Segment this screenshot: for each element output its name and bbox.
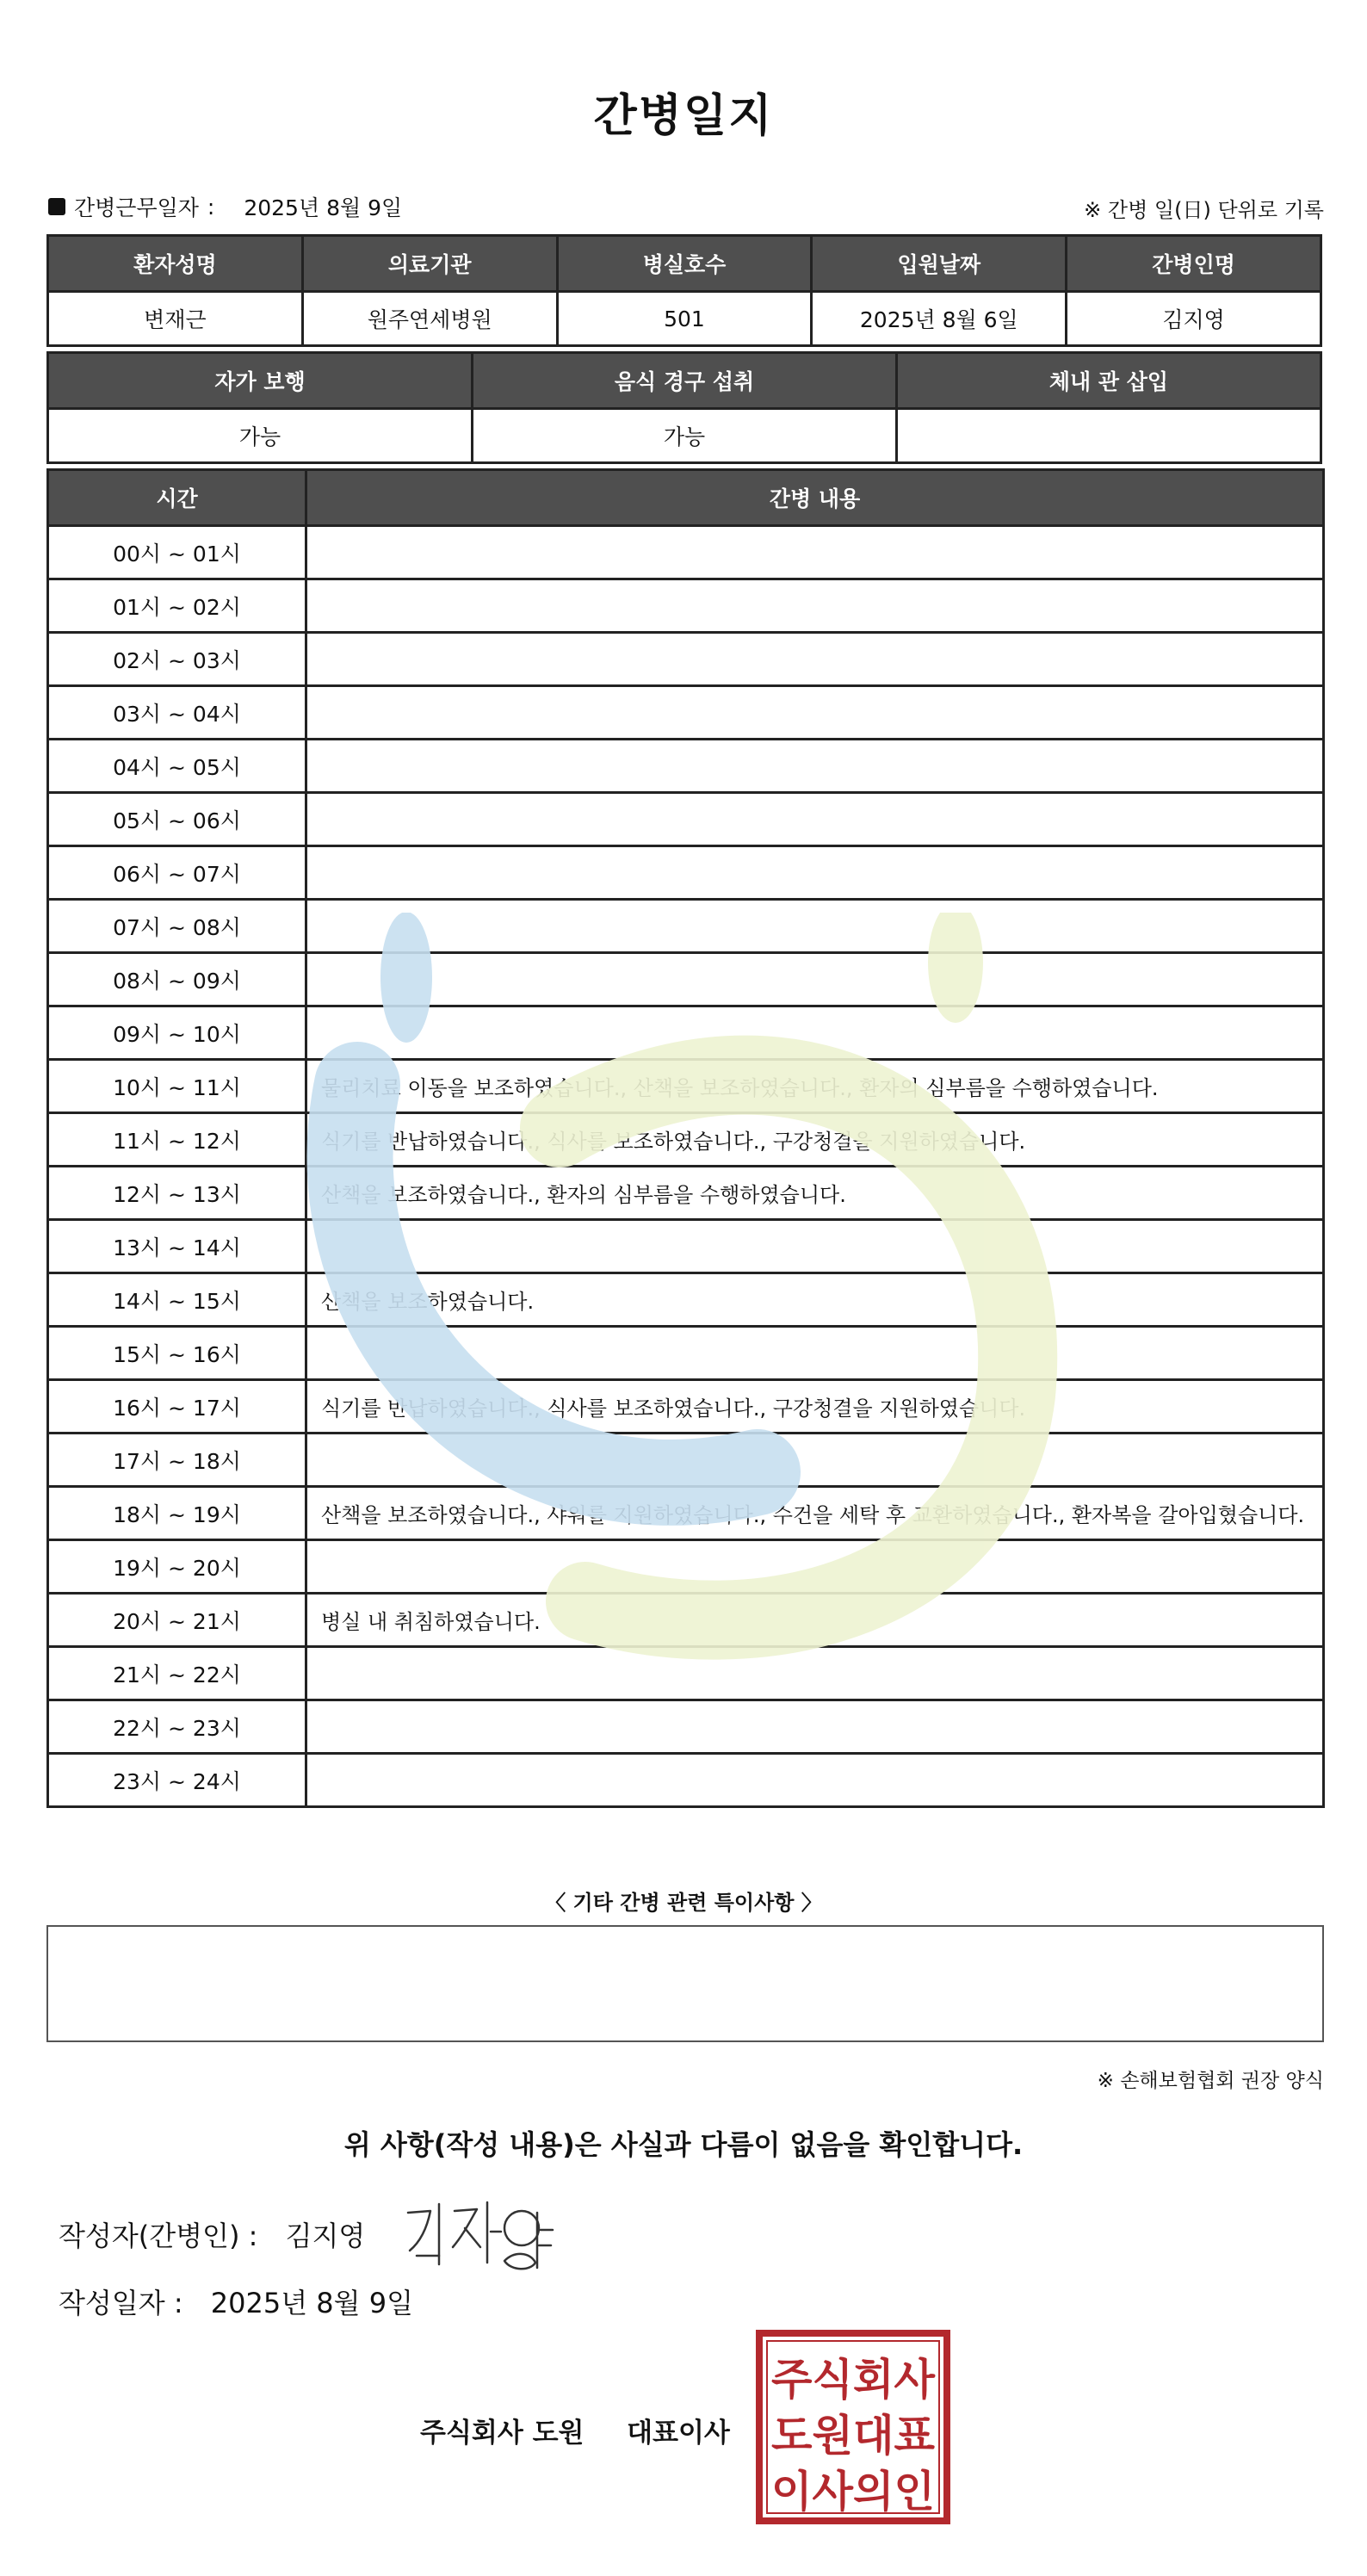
hourly-care-log-table: [46, 468, 1325, 1808]
log-row: [48, 846, 1324, 900]
log-row: [48, 1060, 1324, 1113]
info-header-patient: 환자성명: [48, 236, 303, 292]
recommendation-note: ※ 손해보험협회 권장 양식: [1097, 2070, 1324, 2092]
company-seal: [756, 2330, 950, 2524]
log-time: 00시 ~ 01시: [48, 526, 306, 579]
work-date-separator: :: [207, 194, 215, 220]
log-content: [306, 686, 1324, 740]
log-row: [48, 1006, 1324, 1060]
log-row: [48, 1754, 1324, 1807]
patient-info-table: [46, 234, 1322, 347]
info-hospital: 원주연세병원: [302, 292, 557, 346]
log-content: 식기를 반납하였습니다., 식사를 보조하였습니다., 구강청결을 지원하였습니다.: [306, 1380, 1324, 1434]
log-time: 15시 ~ 16시: [48, 1327, 306, 1380]
care-header-tube: 체내 관 삽입: [897, 353, 1321, 409]
log-content: [306, 1754, 1324, 1807]
log-content: [306, 1006, 1324, 1060]
log-content: [306, 633, 1324, 686]
work-date-value: 2025년 8월 9일: [244, 195, 403, 220]
log-content: [306, 740, 1324, 793]
log-time: 02시 ~ 03시: [48, 633, 306, 686]
log-row: [48, 1273, 1324, 1327]
log-content: [306, 793, 1324, 846]
log-content: 병실 내 취침하였습니다.: [306, 1594, 1324, 1647]
care-oral-intake: 가능: [473, 409, 897, 463]
log-row: [48, 1540, 1324, 1594]
info-patient-name: 변재근: [48, 292, 303, 346]
log-time: 01시 ~ 02시: [48, 579, 306, 633]
info-admission-date: 2025년 8월 6일: [812, 292, 1067, 346]
log-row: [48, 1594, 1324, 1647]
log-time: 22시 ~ 23시: [48, 1700, 306, 1754]
info-caregiver-name: 김지영: [1067, 292, 1321, 346]
log-content: 식기를 반납하였습니다., 식사를 보조하였습니다., 구강청결을 지원하였습니다.: [306, 1113, 1324, 1167]
log-row: [48, 633, 1324, 686]
black-square-icon: [48, 198, 65, 215]
log-row: [48, 900, 1324, 953]
log-time: 20시 ~ 21시: [48, 1594, 306, 1647]
extra-notes-title: 〈 기타 간병 관련 특이사항 〉: [545, 1891, 822, 1915]
log-row: [48, 1487, 1324, 1540]
handwritten-signature: [401, 2194, 556, 2271]
log-time: 09시 ~ 10시: [48, 1006, 306, 1060]
log-time: 14시 ~ 15시: [48, 1273, 306, 1327]
log-content: 물리치료 이동을 보조하였습니다., 산책을 보조하였습니다., 환자의 심부름을 수행하였습니다.: [306, 1060, 1324, 1113]
log-header-time: 시간: [48, 470, 306, 526]
log-row: [48, 1380, 1324, 1434]
care-header-oral-intake: 음식 경구 섭취: [473, 353, 897, 409]
work-date: [48, 191, 402, 222]
log-row: [48, 1434, 1324, 1487]
log-time: 10시 ~ 11시: [48, 1060, 306, 1113]
log-row: [48, 1327, 1324, 1380]
log-content: 산책을 보조하였습니다.: [306, 1273, 1324, 1327]
written-date-line: [59, 2282, 413, 2321]
log-row: [48, 579, 1324, 633]
log-row: [48, 526, 1324, 579]
svg-text:주식회사: 주식회사: [771, 2355, 936, 2405]
log-time: 17시 ~ 18시: [48, 1434, 306, 1487]
work-date-label: 간병근무일자: [74, 195, 199, 220]
log-content: [306, 846, 1324, 900]
log-content: [306, 953, 1324, 1006]
confirmation-statement: 위 사항(작성 내용)은 사실과 다름이 없음을 확인합니다.: [343, 2128, 1024, 2161]
info-room: 501: [557, 292, 812, 346]
log-time: 07시 ~ 08시: [48, 900, 306, 953]
writer-name: 김지영: [285, 2220, 366, 2252]
log-time: 12시 ~ 13시: [48, 1167, 306, 1220]
log-row: [48, 793, 1324, 846]
patient-condition-table: [46, 351, 1322, 464]
log-time: 16시 ~ 17시: [48, 1380, 306, 1434]
log-row: [48, 1220, 1324, 1273]
log-content: [306, 1647, 1324, 1700]
care-header-walking: 자가 보행: [48, 353, 473, 409]
log-time: 03시 ~ 04시: [48, 686, 306, 740]
extra-notes-box: [46, 1925, 1324, 2042]
info-header-admission: 입원날짜: [812, 236, 1067, 292]
log-time: 13시 ~ 14시: [48, 1220, 306, 1273]
info-header-hospital: 의료기관: [302, 236, 557, 292]
log-content: 산책을 보조하였습니다., 샤워를 지원하였습니다., 수건을 세탁 후 교환하였습니다., 환자복을 갈아입혔습니다.: [306, 1487, 1324, 1540]
care-walking: 가능: [48, 409, 473, 463]
log-content: [306, 579, 1324, 633]
log-time: 11시 ~ 12시: [48, 1113, 306, 1167]
log-time: 18시 ~ 19시: [48, 1487, 306, 1540]
log-row: [48, 1700, 1324, 1754]
log-time: 06시 ~ 07시: [48, 846, 306, 900]
log-content: [306, 1540, 1324, 1594]
log-time: 04시 ~ 05시: [48, 740, 306, 793]
log-content: [306, 1434, 1324, 1487]
log-content: 산책을 보조하였습니다., 환자의 심부름을 수행하였습니다.: [306, 1167, 1324, 1220]
company-title: 대표이사: [627, 2418, 730, 2449]
log-row: [48, 953, 1324, 1006]
log-time: 05시 ~ 06시: [48, 793, 306, 846]
log-content: [306, 1700, 1324, 1754]
log-content: [306, 1220, 1324, 1273]
log-time: 21시 ~ 22시: [48, 1647, 306, 1700]
log-time: 08시 ~ 09시: [48, 953, 306, 1006]
log-row: [48, 686, 1324, 740]
written-date-value: 2025년 8월 9일: [210, 2287, 414, 2319]
info-header-room: 병실호수: [557, 236, 812, 292]
company-name: 주식회사 도원: [420, 2418, 585, 2449]
log-time: 19시 ~ 20시: [48, 1540, 306, 1594]
care-tube: [897, 409, 1321, 463]
written-date-label: 작성일자 :: [59, 2287, 183, 2319]
log-row: [48, 740, 1324, 793]
writer-label: 작성자(간병인) :: [59, 2220, 258, 2252]
svg-text:이사의인: 이사의인: [771, 2467, 935, 2517]
log-row: [48, 1647, 1324, 1700]
info-header-caregiver: 간병인명: [1067, 236, 1321, 292]
log-content: [306, 900, 1324, 953]
log-row: [48, 1167, 1324, 1220]
log-row: [48, 1113, 1324, 1167]
svg-text:도원대표: 도원대표: [771, 2411, 936, 2461]
log-header-content: 간병 내용: [306, 470, 1324, 526]
page-title: 간병일지: [593, 90, 774, 142]
unit-note: ※ 간병 일(日) 단위로 기록: [1084, 198, 1324, 222]
log-time: 23시 ~ 24시: [48, 1754, 306, 1807]
writer-line: [59, 2214, 365, 2254]
log-content: [306, 1327, 1324, 1380]
company-line: [420, 2411, 730, 2449]
log-content: [306, 526, 1324, 579]
